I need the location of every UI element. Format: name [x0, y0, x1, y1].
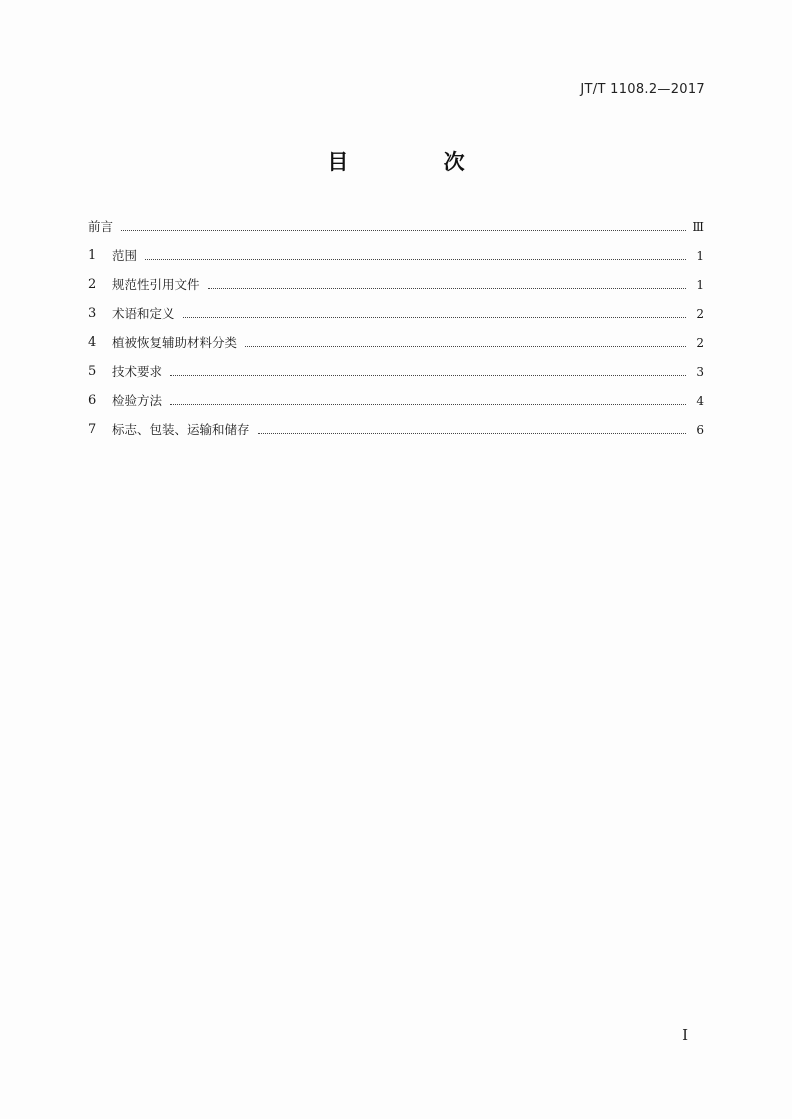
toc-entry-number: 6 [88, 393, 97, 408]
toc-entry-technical-requirements[interactable] [88, 351, 704, 380]
toc-entry-number: 1 [88, 248, 97, 263]
toc-title: 目 次 [327, 150, 509, 174]
dot-leader [145, 258, 686, 260]
toc-entry-test-methods[interactable] [88, 380, 704, 409]
table-of-contents [88, 206, 704, 438]
toc-entry-label: 技术要求 [112, 364, 163, 379]
toc-entry-number: 3 [88, 306, 97, 321]
toc-entry-page: 2 [696, 336, 704, 350]
standard-code: JT/T 1108.2—2017 [580, 82, 705, 97]
dot-leader [208, 287, 686, 289]
toc-entry-page: 3 [696, 365, 704, 379]
toc-entry-label: 术语和定义 [112, 306, 175, 321]
toc-entry-label: 检验方法 [112, 393, 163, 408]
toc-entry-page: 6 [696, 423, 704, 437]
dot-leader [170, 403, 686, 405]
toc-entry-number: 5 [88, 364, 97, 379]
dot-leader [170, 374, 686, 376]
dot-leader [183, 316, 686, 318]
toc-entry-page: 4 [696, 394, 704, 408]
page-number: I [682, 1026, 688, 1044]
toc-entry-foreword[interactable] [88, 206, 704, 235]
toc-entry-label: 标志、包装、运输和储存 [112, 422, 250, 437]
toc-entry-page: 1 [696, 249, 704, 263]
toc-entry-page: 2 [696, 307, 704, 321]
dot-leader [245, 345, 686, 347]
toc-entry-page: Ⅲ [692, 220, 704, 234]
toc-entry-label: 植被恢复辅助材料分类 [112, 335, 238, 350]
toc-entry-label: 规范性引用文件 [112, 277, 200, 292]
toc-entry-normative-references[interactable] [88, 264, 704, 293]
toc-entry-terms-definitions[interactable] [88, 293, 704, 322]
toc-entry-page: 1 [696, 278, 704, 292]
toc-entry-classification[interactable] [88, 322, 704, 351]
toc-entry-scope[interactable] [88, 235, 704, 264]
toc-entry-number: 2 [88, 277, 97, 292]
toc-entry-number: 7 [88, 422, 97, 437]
toc-entry-label: 范围 [112, 248, 138, 263]
toc-entry-marking-packaging[interactable] [88, 409, 704, 438]
toc-entry-number: 4 [88, 335, 97, 350]
dot-leader [258, 432, 686, 434]
dot-leader [121, 229, 686, 231]
toc-entry-label: 前言 [88, 219, 114, 234]
